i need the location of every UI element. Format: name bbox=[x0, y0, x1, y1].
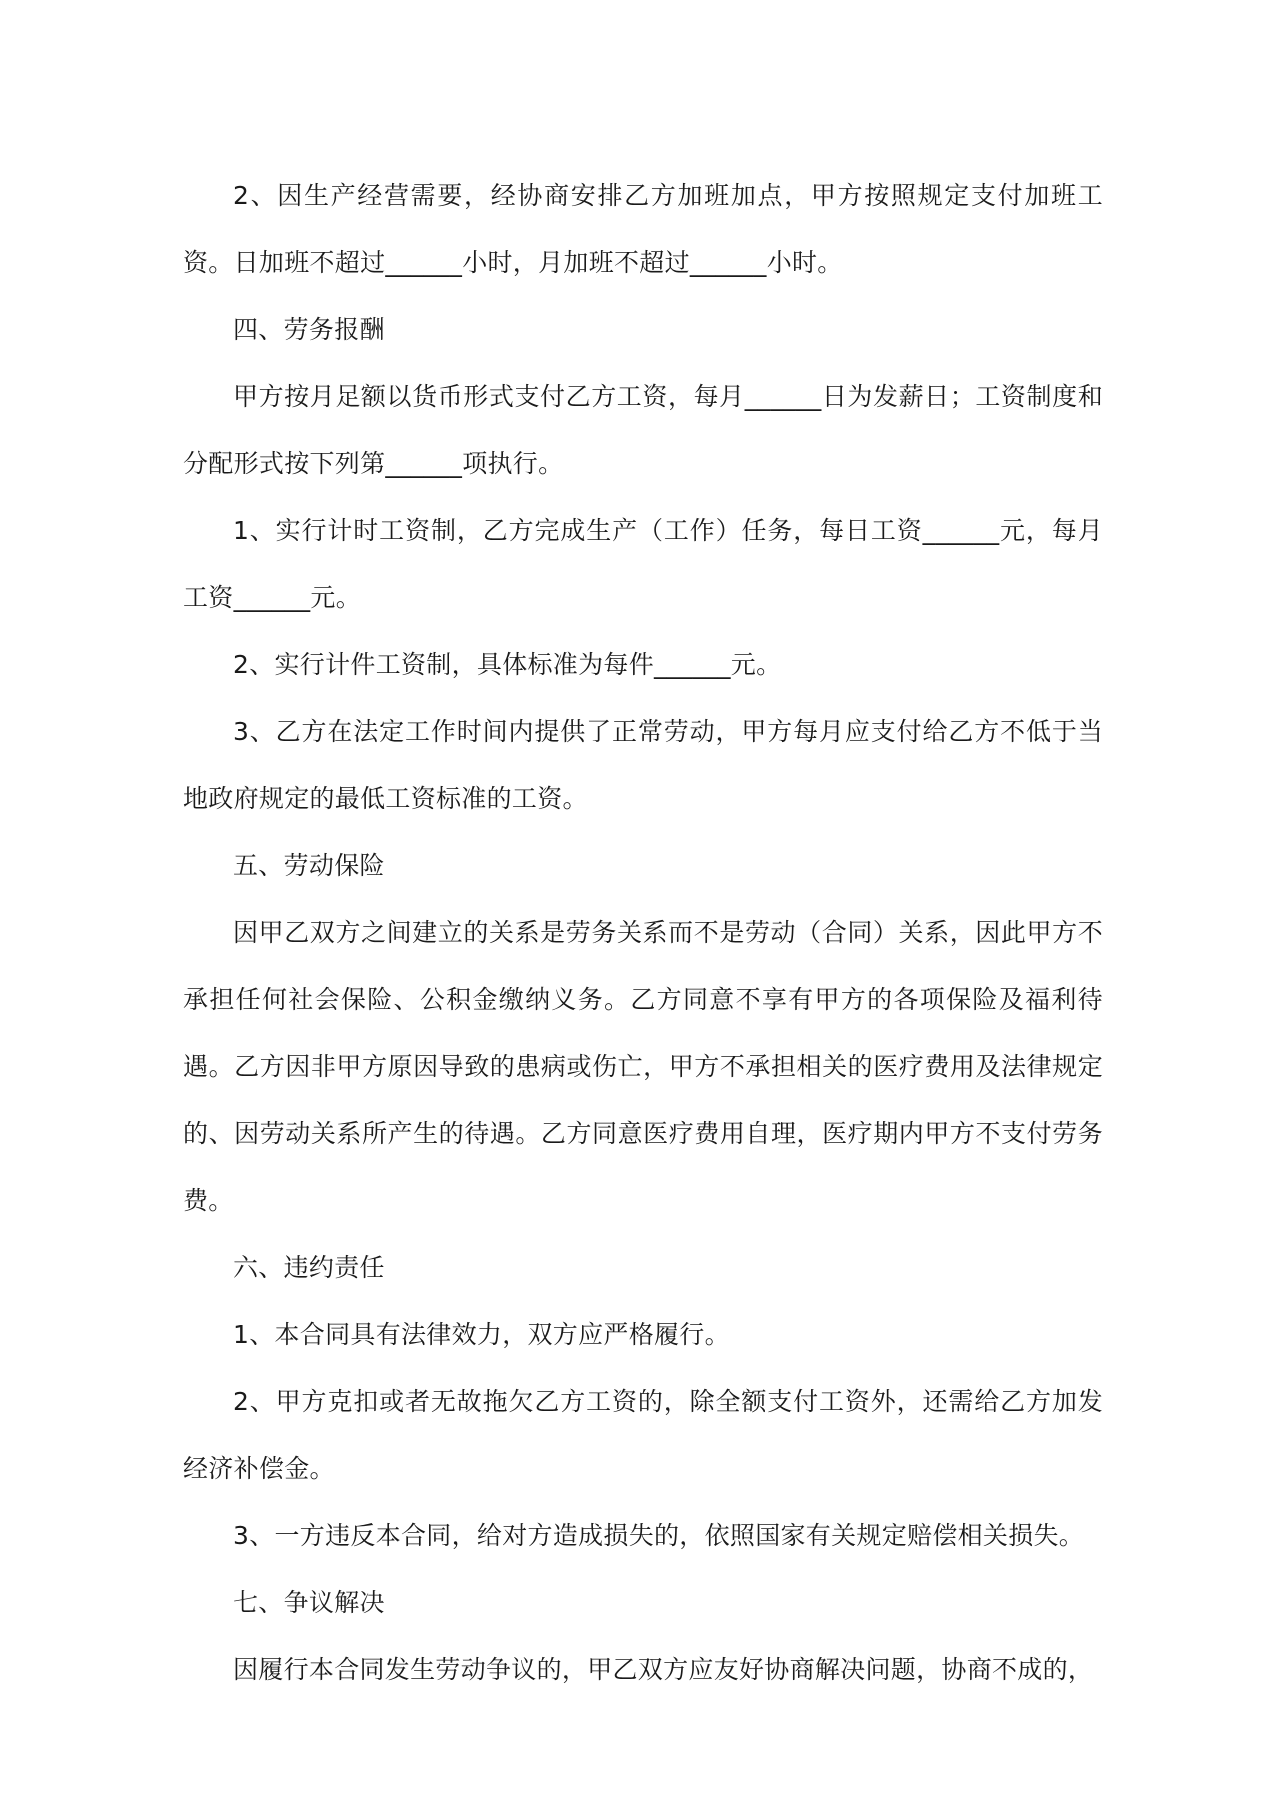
paragraph-piece-wage: 2、实行计件工资制，具体标准为每件______元。 bbox=[233, 650, 782, 679]
section-heading-remuneration: 四、劳务报酬 bbox=[233, 315, 385, 344]
paragraph-dispute: 因履行本合同发生劳动争议的，甲乙双方应友好协商解决问题，协商不成的， bbox=[233, 1655, 1094, 1684]
section-heading-dispute: 七、争议解决 bbox=[233, 1588, 385, 1617]
paragraph-breach-compensation: 3、一方违反本合同，给对方造成损失的，依照国家有关规定赔偿相关损失。 bbox=[233, 1521, 1085, 1550]
paragraph-payment: 甲方按月足额以货币形式支付乙方工资，每月______日为发薪日；工资制度和分配形式按下列第______项执行。 bbox=[183, 382, 1103, 478]
section-heading-liability: 六、违约责任 bbox=[233, 1253, 385, 1282]
paragraph-overtime: 2、因生产经营需要，经协商安排乙方加班加点，甲方按照规定支付加班工资。日加班不超过______小时，月加班不超过______小时。 bbox=[183, 181, 1103, 277]
paragraph-minimum-wage: 3、乙方在法定工作时间内提供了正常劳动，甲方每月应支付给乙方不低于当地政府规定的最低工资标准的工资。 bbox=[183, 717, 1103, 813]
paragraph-time-wage: 1、实行计时工资制，乙方完成生产（工作）任务，每日工资______元，每月工资______元。 bbox=[183, 516, 1103, 612]
paragraph-legal-effect: 1、本合同具有法律效力，双方应严格履行。 bbox=[233, 1320, 730, 1349]
paragraph-wage-arrears: 2、甲方克扣或者无故拖欠乙方工资的，除全额支付工资外，还需给乙方加发经济补偿金。 bbox=[183, 1387, 1103, 1483]
document-body bbox=[183, 162, 1103, 1703]
section-heading-insurance: 五、劳动保险 bbox=[233, 851, 385, 880]
paragraph-insurance: 因甲乙双方之间建立的关系是劳务关系而不是劳动（合同）关系，因此甲方不承担任何社会保险、公积金缴纳义务。乙方同意不享有甲方的各项保险及福利待遇。乙方因非甲方原因导致的患病或伤亡，甲方不承担相关的医疗费用及法律规定的、因劳动关系所产生的待遇。乙方同意医疗费用自理，医疗期内甲方不支付劳务费。 bbox=[183, 918, 1103, 1215]
